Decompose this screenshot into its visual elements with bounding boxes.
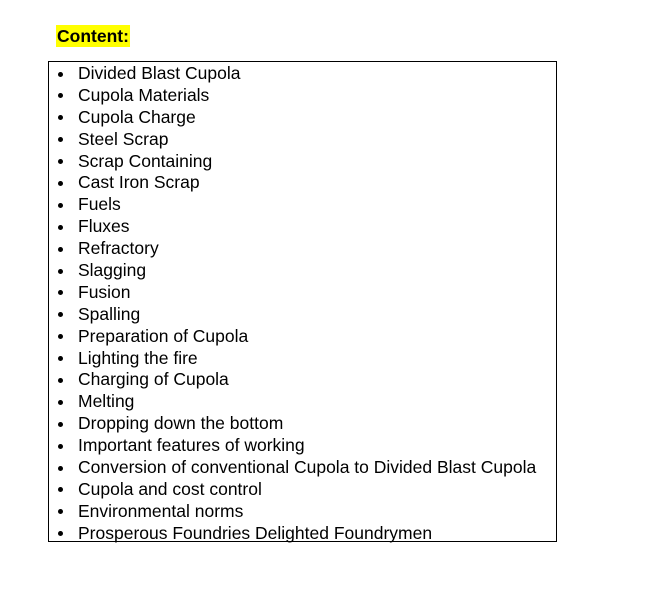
- bullet-icon: [58, 72, 63, 77]
- list-item-text: Environmental norms: [78, 500, 244, 521]
- list-item-text: Slagging: [78, 260, 147, 281]
- list-item-text: Spalling: [78, 303, 141, 324]
- list-item-text: Cupola and cost control: [78, 478, 262, 499]
- list-item: [49, 151, 556, 173]
- bullet-icon: [58, 225, 63, 230]
- content-list: [49, 62, 556, 545]
- list-item-text: Cupola Charge: [78, 106, 196, 127]
- list-item: [49, 85, 556, 107]
- list-item: [49, 238, 556, 260]
- bullet-icon: [58, 400, 63, 405]
- bullet-icon: [58, 466, 63, 471]
- bullet-icon: [58, 247, 63, 252]
- bullet-icon: [58, 312, 63, 317]
- list-item: [49, 348, 556, 370]
- bullet-icon: [58, 531, 63, 536]
- list-item-text: Important features of working: [78, 435, 305, 456]
- list-item: [49, 391, 556, 413]
- list-item-text: Refractory: [78, 238, 159, 259]
- list-item: [49, 369, 556, 391]
- list-item-text: Cupola Materials: [78, 84, 210, 105]
- list-item: [49, 129, 556, 151]
- list-item-text: Scrap Containing: [78, 150, 213, 171]
- list-item-text: Steel Scrap: [78, 128, 169, 149]
- list-item: [49, 194, 556, 216]
- bullet-icon: [58, 181, 63, 186]
- list-item: [49, 501, 556, 523]
- list-item-text: Fuels: [78, 194, 121, 215]
- list-item-text: Cast Iron Scrap: [78, 172, 200, 193]
- bullet-icon: [58, 137, 63, 142]
- bullet-icon: [58, 203, 63, 208]
- list-item-text: Dropping down the bottom: [78, 413, 284, 434]
- list-item-text: Fluxes: [78, 216, 130, 237]
- list-item: [49, 457, 556, 479]
- bullet-icon: [58, 93, 63, 98]
- list-item-text: Lighting the fire: [78, 347, 198, 368]
- list-item: [49, 172, 556, 194]
- list-item-text: Prosperous Foundries Delighted Foundrymen: [78, 522, 433, 543]
- list-item-text: Fusion: [78, 281, 131, 302]
- bullet-icon: [58, 269, 63, 274]
- list-item-text: Melting: [78, 391, 135, 412]
- list-item: [49, 326, 556, 348]
- list-item: [49, 216, 556, 238]
- list-item: [49, 413, 556, 435]
- list-item-text: Divided Blast Cupola: [78, 63, 241, 83]
- bullet-icon: [58, 378, 63, 383]
- content-list-box: [48, 61, 557, 542]
- bullet-icon: [58, 115, 63, 120]
- bullet-icon: [58, 422, 63, 427]
- bullet-icon: [58, 487, 63, 492]
- bullet-icon: [58, 356, 63, 361]
- list-item-text: Charging of Cupola: [78, 369, 229, 390]
- list-item: [49, 304, 556, 326]
- list-item: [49, 107, 556, 129]
- list-item: [49, 523, 556, 545]
- list-item-text: Conversion of conventional Cupola to Divided Blast Cupola: [78, 457, 537, 478]
- list-item: [49, 435, 556, 457]
- bullet-icon: [58, 159, 63, 164]
- bullet-icon: [58, 509, 63, 514]
- list-item: [49, 260, 556, 282]
- list-item: [49, 63, 556, 85]
- content-heading: Content:: [57, 26, 129, 46]
- list-item: [49, 479, 556, 501]
- list-item-text: Preparation of Cupola: [78, 325, 249, 346]
- bullet-icon: [58, 290, 63, 295]
- list-item: [49, 282, 556, 304]
- bullet-icon: [58, 444, 63, 449]
- bullet-icon: [58, 334, 63, 339]
